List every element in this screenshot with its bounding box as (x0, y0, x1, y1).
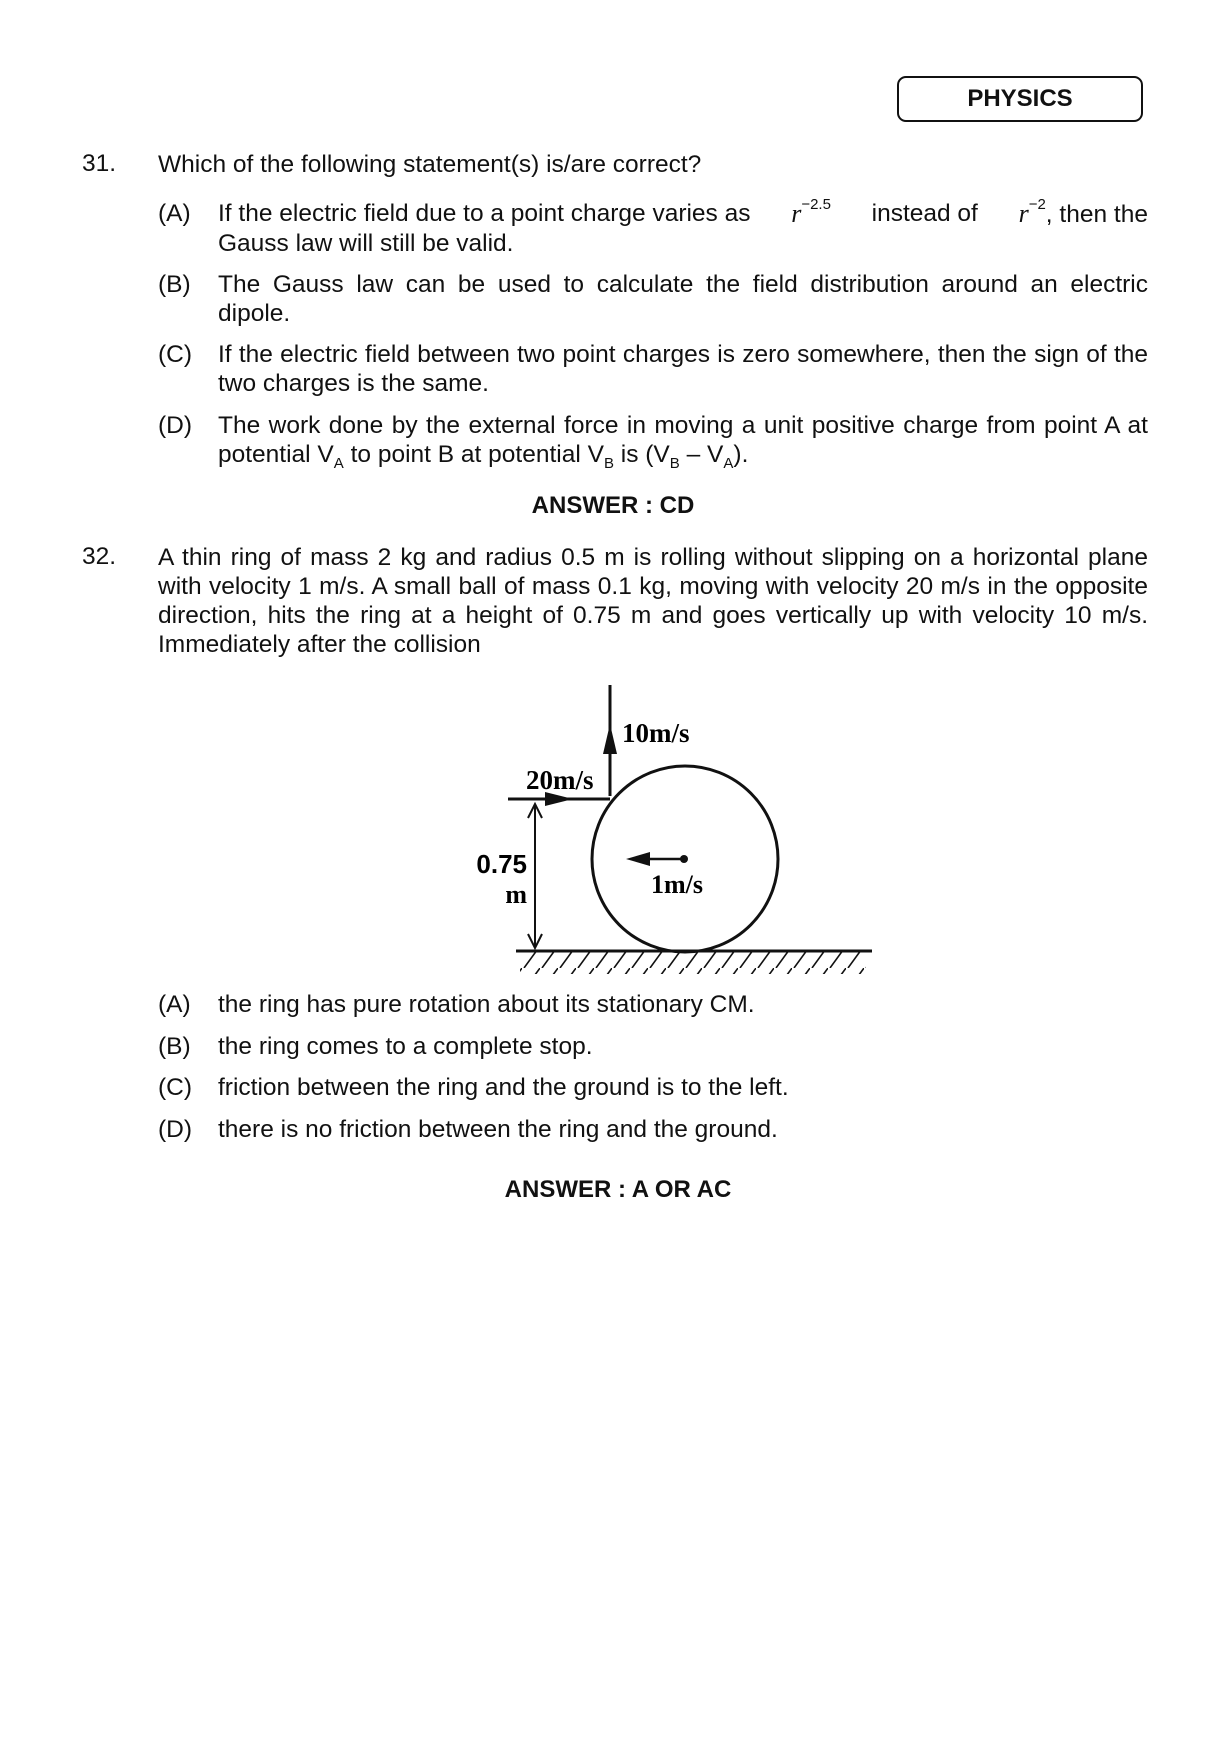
subscript: B (603, 454, 614, 472)
exponent: −2 (1028, 195, 1046, 213)
option-text: If the electric field due to a point charge varies as (218, 200, 751, 227)
question-32-answer (0, 1176, 1230, 1204)
answer-text: ANSWER : CD (531, 492, 695, 519)
question-32-number: 32. (82, 543, 117, 570)
option-label: (A) (158, 991, 191, 1018)
option-label: (C) (158, 1074, 193, 1101)
option-label: (B) (158, 271, 191, 298)
question-32-text: A thin ring of mass 2 kg and radius 0.5 m is rolling without slipping on a horizontal plane with velocity 1 m/s. A small ball of mass 0.1 kg, moving with velocity 20 m/s in the opposite direction, hits the ring at a height of 0.75 m and goes vertically up with velocity 10 m/s. Immediately after the collision (158, 544, 1148, 658)
ring-velocity-label: 1m/s (651, 870, 703, 899)
option-text: , then the (1045, 201, 1148, 228)
option-label: (D) (158, 412, 193, 439)
height-unit-label: m (505, 880, 527, 909)
ring-velocity-arrowhead (626, 852, 650, 866)
option-body: the ring comes to a complete stop. (218, 1033, 593, 1060)
subscript: B (669, 454, 680, 472)
subject-text: PHYSICS (967, 85, 1073, 112)
option-text: The work done by the external force in moving a unit positive charge from point A at potential V (218, 412, 1148, 468)
option-label: (B) (158, 1033, 191, 1060)
option-body: If the electric field between two point charges is zero somewhere, then the sign of the two charges is the same. (218, 341, 1148, 397)
variable-r: r (791, 199, 802, 228)
variable-r: r (1018, 199, 1029, 228)
answer-text: ANSWER : A OR AC (504, 1176, 732, 1203)
ball-velocity-label: 20m/s (526, 765, 594, 795)
option-text: is (V (613, 441, 670, 468)
option-body: The Gauss law can be used to calculate the field distribution around an electric dipole. (218, 271, 1148, 327)
option-label: (D) (158, 1116, 193, 1143)
option-body: the ring has pure rotation about its stationary CM. (218, 991, 755, 1018)
option-label: (A) (158, 200, 191, 227)
subscript: A (723, 454, 734, 472)
option-text: Gauss law will still be valid. (218, 230, 514, 257)
exponent: −2.5 (801, 195, 831, 213)
option-text: – V (679, 441, 724, 468)
question-31-number: 31. (82, 150, 117, 177)
option-label: (C) (158, 341, 193, 368)
up-velocity-label: 10m/s (622, 718, 690, 748)
option-text: to point B at potential V (343, 441, 604, 468)
option-body: there is no friction between the ring and the ground. (218, 1116, 778, 1143)
ground-hatching (520, 952, 866, 974)
option-body: friction between the ring and the ground is to the left. (218, 1074, 789, 1101)
subscript: A (333, 454, 344, 472)
question-31-text: Which of the following statement(s) is/are correct? (158, 151, 702, 178)
option-text: instead of (871, 200, 978, 227)
option-text: ). (733, 441, 749, 468)
up-velocity-arrowhead (603, 724, 617, 754)
height-value-label: 0.75 (476, 849, 527, 879)
